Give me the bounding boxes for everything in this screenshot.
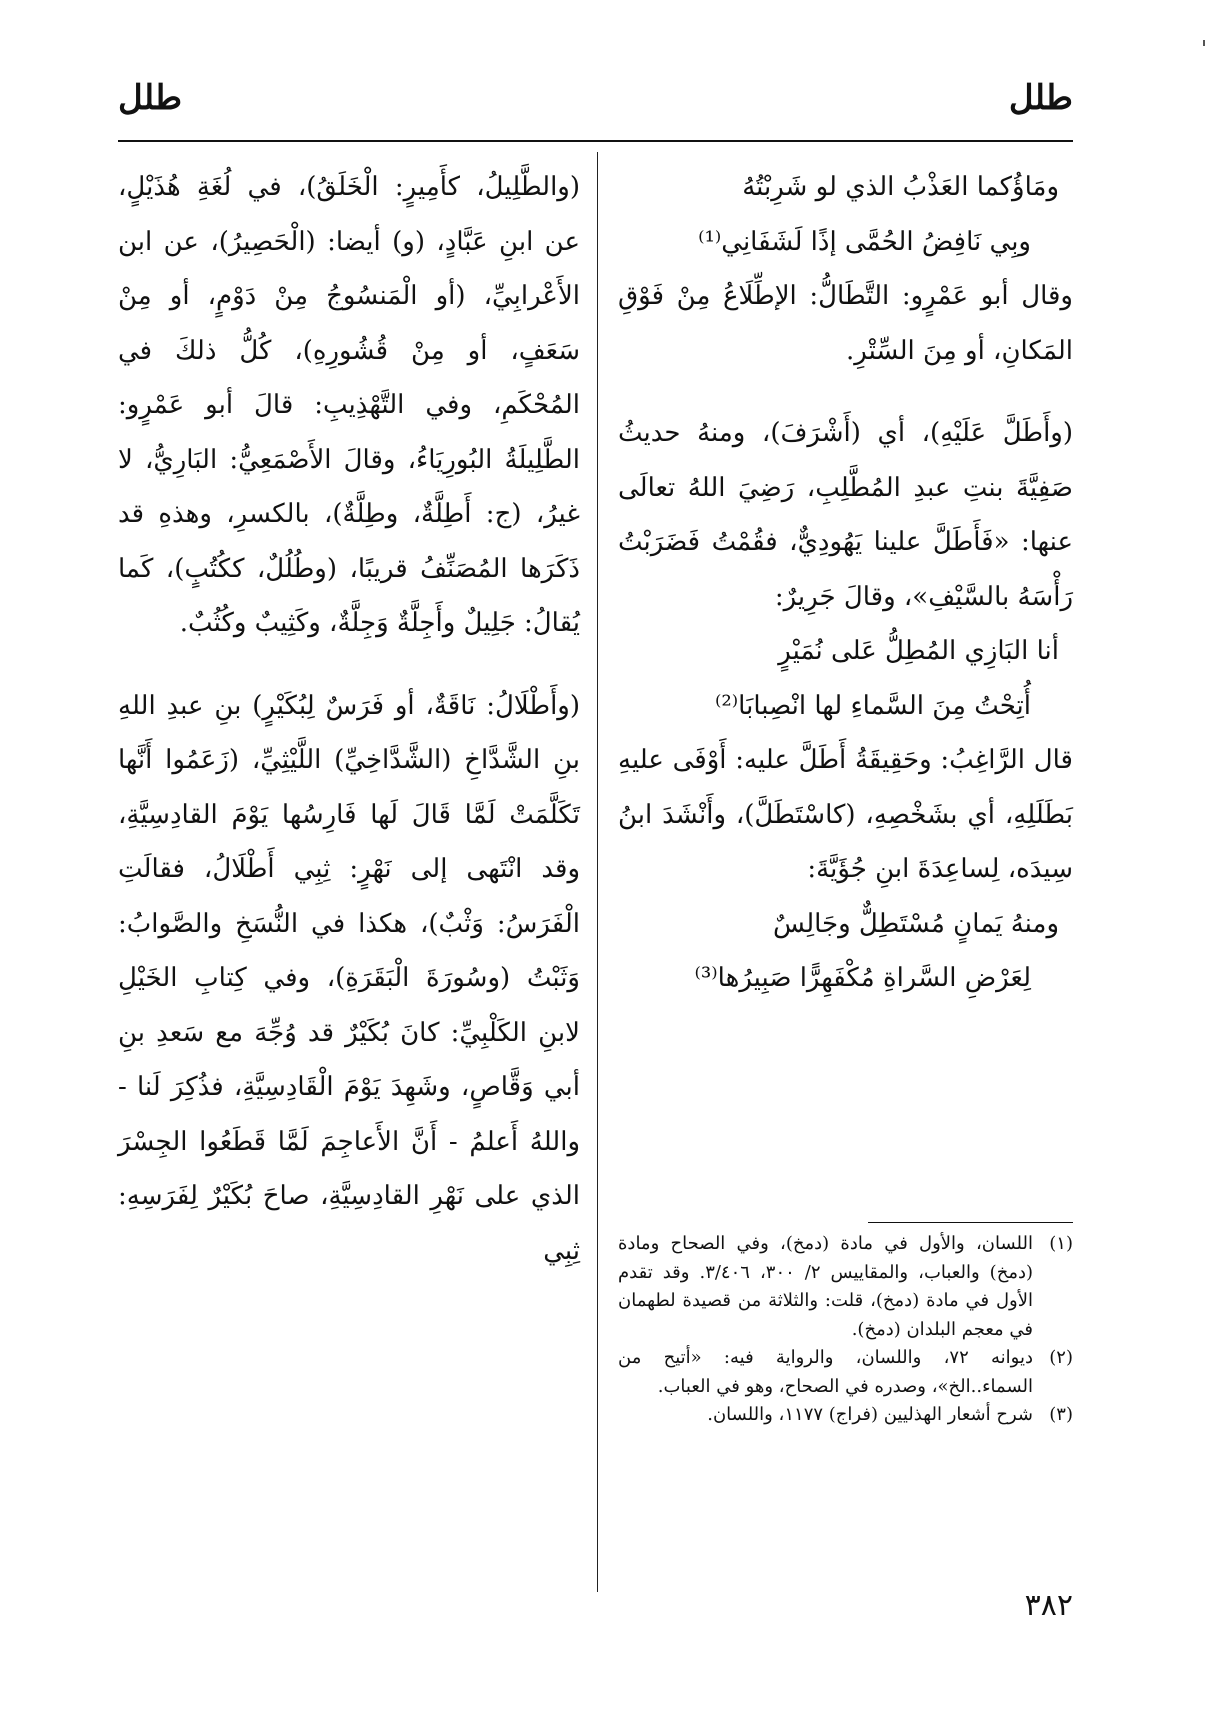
footnote-number: (٣) (1049, 1404, 1073, 1425)
verse-line: أنا البَازِي المُطِلُّ عَلى نُمَيْرٍ (778, 636, 1059, 666)
footnote-rule (868, 1222, 1073, 1223)
footnote-text: ديوانه ٧٢، واللسان، والرواية فيه: «أتيح من السماء..الخ»، وصدره في الصحاح، وهو في العباب. (618, 1347, 1033, 1397)
footnote-number: (٢) (1049, 1347, 1073, 1368)
header-rule (118, 140, 1073, 142)
page-number: ٣٨٢ (1024, 1588, 1073, 1623)
verse-line: لِعَرْضِ السَّراةِ مُكْفَهِرًّا صَبِيرُها⁽³⁾ (694, 963, 1031, 993)
footnote-text: اللسان، والأول في مادة (دمخ)، وفي الصحاح ومادة (دمخ) والعباب، والمقاييس ٢/ ٣٠٠، ٣/٤٠٦. وقد تقدم الأول في مادة (دمخ)، قلت: والثلاثة من قصيدة لطهمان في معجم البلدان (دمخ). (618, 1233, 1033, 1340)
verse-line: ومنهُ يَمانٍ مُسْتَطِلٌّ وجَالِسٌ (773, 908, 1059, 939)
verse-line: ومَاؤُكما العَذْبُ الذي لو شَرِبْتُهُ (742, 172, 1059, 202)
verse-line: وبِي نَافِضُ الحُمَّى إذًا لَشَفَانِي⁽¹⁾ (698, 226, 1031, 257)
entry-paragraph: قال الرَّاغِبُ: وحَقِيقَةُ أَطَلَّ عليه: أَوْفَى عليهِ بَطَلَلِهِ، أي بشَخْصِهِ، (كاسْتَطَلَّ)، وأَنْشَدَ ابنُ سِيدَه، لِساعِدَةَ ابنِ جُؤَيَّةَ: (618, 745, 1073, 884)
footnote-number: (١) (1049, 1233, 1073, 1254)
footnote (618, 1401, 1073, 1430)
footnote (618, 1230, 1073, 1344)
footnote-text: شرح أشعار الهذليين (فراج) ١١٧٧، واللسان. (707, 1404, 1033, 1425)
header-word-right: طلل (1008, 78, 1073, 118)
footnotes (618, 1230, 1073, 1430)
footnote (618, 1344, 1073, 1401)
entry-paragraph: (وأَطَلَّ عَلَيْهِ)، أي (أَشْرَفَ)، ومنهُ حديثُ صَفِيَّةَ بنتِ عبدِ المُطَّلِبِ، رَضِيَ اللهُ تعالَى عنها: «فَأَطَلَّ علينا يَهُودِيٌّ، فقُمْتُ فَضَرَبْتُ رَأْسَهُ بالسَّيْفِ»، وقالَ جَرِيرٌ: (618, 418, 1073, 612)
right-column (618, 160, 1073, 1006)
entry-paragraph: (وأَطْلَالُ: نَاقَةٌ، أو فَرَسٌ لِبُكَيْرٍ) بنِ عبدِ اللهِ بنِ الشَّدَّاخِ (الشَّدَّاخِيِّ) اللَّيْثِيِّ، (زَعَمُوا أَنَّها تَكَلَّمَتْ لَمَّا قَالَ لَها فَارِسُها يَوْمَ القادِسِيَّةِ، وقد انْتَهى إلى نَهْرٍ: ثِبِي أَطْلَالُ، فقالَتِ الْفَرَسُ: وَثْبٌ)، هكذا في النُّسَخِ والصَّوابُ: وَثَبْتُ (وسُورَةَ الْبَقَرَةِ)، وفي كِتابِ الخَيْلِ لابنِ الكَلْبِيِّ: كانَ بُكَيْرٌ قد وُجِّهَ مع سَعدِ بنِ أبي وَقَّاصٍ، وشَهِدَ يَوْمَ الْقَادِسِيَّةِ، فذُكِرَ لَنا - واللهُ أَعلمُ - أَنَّ الأَعاجِمَ لَمَّا قَطَعُوا الجِسْرَ الذي على نَهْرِ القادِسِيَّةِ، صاحَ بُكَيْرٌ لِفَرَسِهِ: ثِبِي (118, 690, 580, 1266)
verse-line: أُتِحْتُ مِنَ السَّماءِ لها انْصِبابَا⁽²⁾ (714, 690, 1031, 721)
left-column (118, 160, 580, 1278)
header-word-left: طلل (118, 78, 183, 118)
scan-artifact (1203, 40, 1205, 46)
column-divider (597, 152, 598, 1592)
entry-paragraph: (والطَّلِيلُ، كأَمِيرٍ: الْخَلَقُ)، في لُغَةِ هُذَيْلٍ، عن ابنِ عَبَّادٍ، (و) أيضا: (الْحَصِيرُ)، عن ابن الأَعْرابِيِّ، (أو الْمَنسُوجُ مِنْ دَوْمٍ، أو مِنْ سَعَفٍ، أو مِنْ قُشُورِهِ)، كُلُّ ذلكَ في المُحْكَمِ، وفي التَّهْذِيبِ: قالَ أبو عَمْرٍو: الطَّلِيلَةُ البُورِيَاءُ، وقالَ الأَصْمَعِيُّ: البَارِيُّ، لا غيرُ، (ج: أَطِلَّةٌ، وطِلَّةٌ)، بالكسرِ، وهذهِ قد ذَكَرَها المُصَنِّفُ قريبًا، (وطُلُلٌ، ككُتُبٍ)، كَما يُقالُ: جَلِيلٌ وأَجِلَّةٌ وَجِلَّةٌ، وكَثِيبٌ وكُثُبٌ. (118, 172, 580, 638)
paragraph-gap (118, 651, 580, 679)
paragraph-gap (618, 378, 1073, 406)
entry-paragraph: وقال أبو عَمْرٍو: التَّطَالُّ: الإطِّلَاعُ مِنْ فَوْقِ المَكانِ، أو مِنَ السِّتْرِ. (618, 281, 1073, 366)
